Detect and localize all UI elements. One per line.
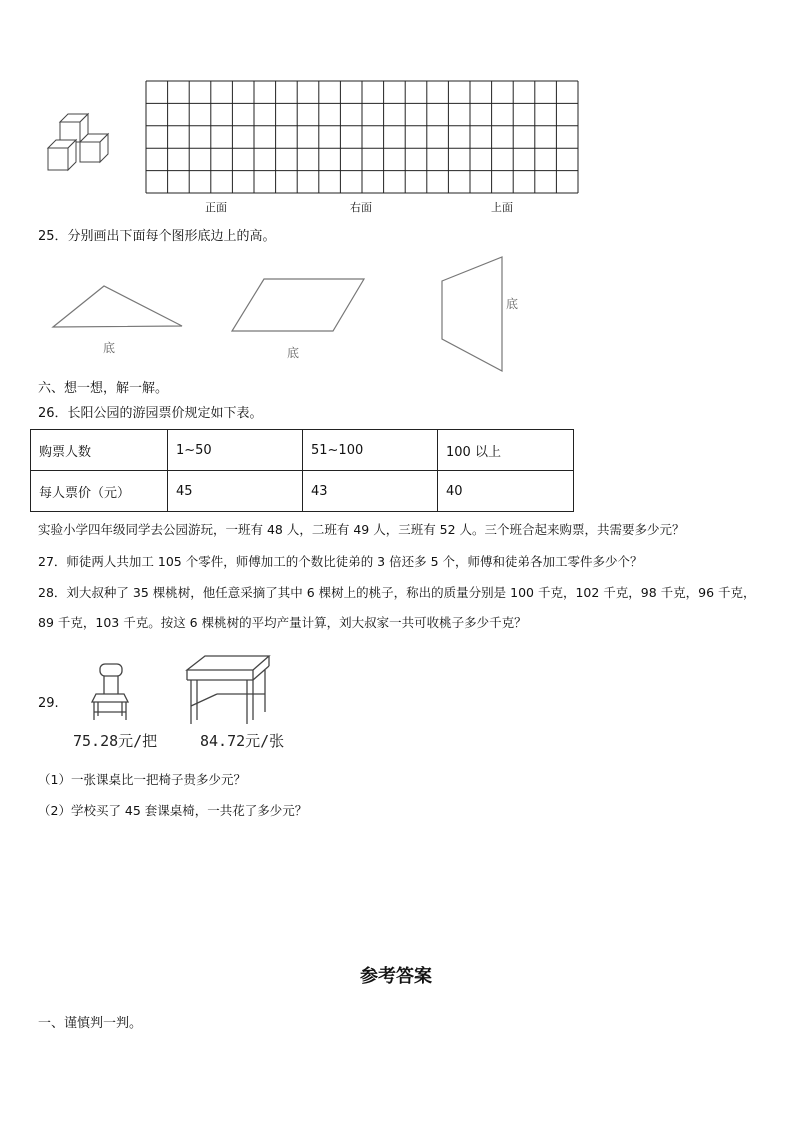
table-cell: 100 以上 — [438, 430, 574, 471]
grid-label-front: 正面 — [205, 201, 227, 214]
parallelogram-figure[interactable] — [228, 275, 368, 337]
answer-section-1: 一、谨慎判一判。 — [38, 1016, 143, 1031]
table-row — [31, 471, 574, 512]
parallelogram-base-label: 底 — [287, 346, 300, 360]
table-cell: 购票人数 — [31, 430, 168, 471]
question-29-part-1: （1）一张课桌比一把椅子贵多少元？ — [38, 772, 246, 787]
question-25: 25．分别画出下面每个图形底边上的高。 — [38, 229, 276, 244]
desk-picture — [183, 650, 273, 728]
question-29-number: 29. — [38, 696, 59, 711]
triangle-base-label: 底 — [103, 341, 116, 355]
question-26: 26．长阳公园的游园票价规定如下表。 — [38, 406, 263, 421]
table-cell: 43 — [303, 471, 438, 512]
ticket-price-table — [30, 429, 574, 512]
answer-key-title: 参考答案 — [360, 966, 432, 987]
section-6-title: 六、想一想，解一解。 — [38, 381, 169, 396]
triangle-figure[interactable] — [50, 282, 190, 334]
question-28: 28．刘大叔种了 35 棵桃树，他任意采摘了其中 6 棵树上的桃子，称出的质量分别是 100 千克，102 千克，98 千克，96 千克，89 千克，103 千克。按这 6 棵桃树的平均产量计算，刘大叔家一共可收桃子多少千克？ — [38, 585, 756, 630]
square-grid[interactable] — [145, 80, 579, 194]
desk-price: 84.72元/张 — [200, 732, 285, 750]
grid-label-right: 右面 — [350, 201, 372, 214]
table-cell: 40 — [438, 471, 574, 512]
table-cell: 每人票价（元） — [31, 471, 168, 512]
trapezoid-base-label: 底 — [506, 297, 519, 311]
chair-price: 75.28元/把 — [73, 732, 158, 750]
chair-picture — [88, 660, 132, 724]
cube-stack-figure — [44, 108, 114, 174]
table-cell: 51~100 — [303, 430, 438, 471]
question-29-part-2: （2）学校买了 45 套课桌椅，一共花了多少元？ — [38, 803, 308, 818]
question-26-followup: 实验小学四年级同学去公园游玩，一班有 48 人，二班有 49 人，三班有 52 人。三个班合起来购票，共需要多少元？ — [38, 522, 685, 537]
table-row — [31, 430, 574, 471]
table-cell: 1~50 — [168, 430, 303, 471]
question-27: 27．师徒两人共加工 105 个零件，师傅加工的个数比徒弟的 3 倍还多 5 个，师傅和徒弟各加工零件多少个？ — [38, 554, 643, 569]
grid-label-top: 上面 — [491, 201, 513, 214]
table-cell: 45 — [168, 471, 303, 512]
trapezoid-figure[interactable] — [438, 253, 510, 375]
